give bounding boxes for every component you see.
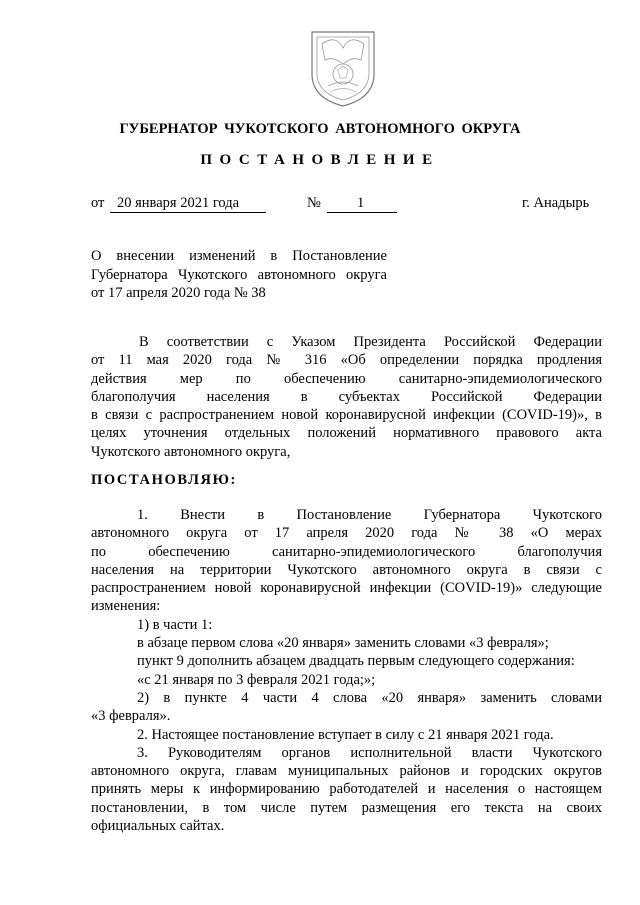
text-line: автономного округа, главам муниципальных районов и городских округов [91,763,602,780]
decree-word: ПОСТАНОВЛЯЮ: [91,472,237,488]
subject-line: О внесении изменений в Постановление [91,248,387,264]
text-line: изменения: [91,598,161,615]
text-line: 3. Руководителям органов исполнительной власти Чукотского [137,744,602,761]
preamble-paragraph [91,333,602,461]
number-label: № [307,195,321,211]
document-number: 1 [357,195,365,211]
text-line: 2. Настоящее постановление вступает в силу с 21 января 2021 года. [137,726,554,743]
text-line: распространением новой коронавирусной инфекции (COVID-19)» следующие [91,580,602,597]
text-line: пункт 9 дополнить абзацем двадцать первым следующего содержания: [137,653,575,670]
text-line: 1) в части 1: [137,616,213,633]
text-line: в связи с распространением новой коронавирусной инфекции (COVID-19)», в [91,407,602,424]
text-line: по обеспечению санитарно-эпидемиологического благополучия [91,543,602,560]
document-city: г. Анадырь [522,195,590,211]
text-line: официальных сайтах. [91,818,225,835]
text-line: Чукотского автономного округа, [91,443,291,460]
document-type-title: ПОСТАНОВЛЕНИЕ [200,152,440,168]
subject-line: Губернатора Чукотского автономного округа [91,266,387,283]
document-date: 20 января 2021 года [117,195,240,211]
document-subject [91,247,387,303]
decree-items [91,506,602,835]
number-underline [327,212,397,213]
date-underline [110,212,266,213]
text-line: «3 февраля». [91,708,171,725]
subject-line: от 17 апреля 2020 года № 38 [91,285,266,301]
text-line: В соответствии с Указом Президента Российской Федерации [139,334,602,350]
text-line: в абзаце первом слова «20 января» заменить словами «3 февраля»; [137,635,549,652]
text-line: населения на территории Чукотского автономного округа в связи с [91,561,602,578]
coat-of-arms-emblem [306,26,380,110]
text-line: 1. Внести в Постановление Губернатора Чукотского [137,507,602,523]
text-line: целях уточнения отдельных положений нормативного правового акта [91,425,602,442]
text-line: действия мер по обеспечению санитарно-эпидемиологического [91,370,602,387]
text-line: постановлении, в том числе путем размещения его текста на своих [91,799,602,816]
text-line: автономного округа от 17 апреля 2020 года № 38 «О мерах [91,525,602,542]
governor-title: ГУБЕРНАТОР ЧУКОТСКОГО АВТОНОМНОГО ОКРУГА [119,121,521,137]
text-line: принять меры к информированию работодателей и населения о настоящем [91,781,602,798]
text-line: от 11 мая 2020 года № 316 «Об определении порядка продления [91,352,602,369]
text-line: благополучия населения в субъектах Российской Федерации [91,388,602,405]
date-prefix: от [91,195,105,211]
text-line: «с 21 января по 3 февраля 2021 года;»; [137,671,376,688]
text-line: 2) в пункте 4 части 4 слова «20 января» заменить словами [137,689,602,706]
